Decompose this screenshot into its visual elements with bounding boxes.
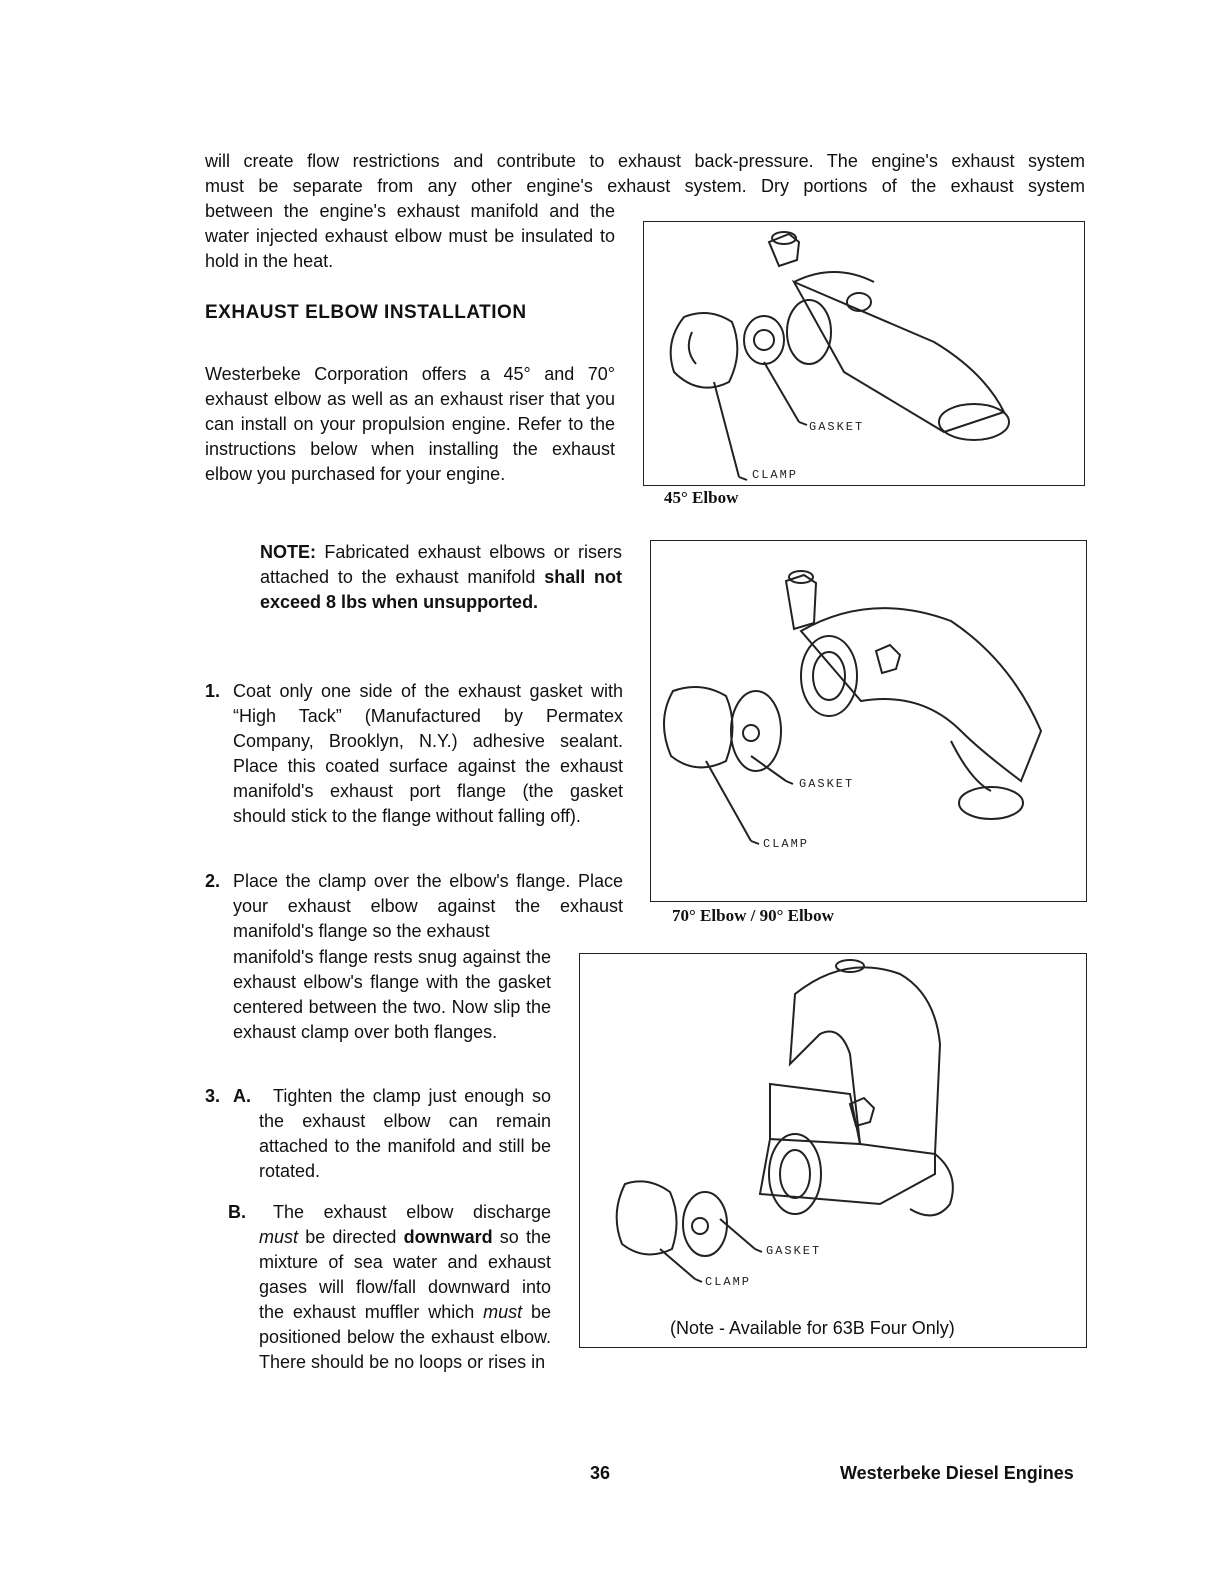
step-3b-text-2: be directed — [305, 1227, 397, 1247]
step-3b-text-4: be positioned below the exhaust elbow. There should be no loops or rises in — [259, 1302, 551, 1372]
fig1-clamp-label: CLAMP — [752, 468, 799, 482]
fig2-caption: 70° Elbow / 90° Elbow — [672, 906, 834, 925]
intro-line-1: will create flow restrictions and contribute to exhaust back-pressure. The engine's exhaust system — [205, 151, 1085, 171]
section-heading: EXHAUST ELBOW INSTALLATION — [205, 302, 527, 323]
step-3b-label: B. — [228, 1202, 246, 1222]
figure-70-90-elbow — [650, 540, 1087, 902]
fig2-clamp-label: CLAMP — [763, 837, 810, 851]
note-text: Fabricated exhaust elbows or risers attached to the exhaust manifold — [260, 542, 622, 587]
elbow-45-drawing — [644, 222, 1083, 484]
figure-exhaust-riser — [579, 953, 1087, 1348]
note-label: NOTE: — [260, 542, 316, 562]
footer-brand: Westerbeke Diesel Engines — [840, 1463, 1074, 1483]
step-3b-text-1: The exhaust elbow discharge — [273, 1202, 551, 1222]
step-1 — [205, 679, 623, 829]
riser-drawing — [580, 954, 1085, 1309]
elbow-70-drawing — [651, 541, 1085, 900]
step-2-number: 2. — [205, 871, 221, 891]
fig1-gasket-label: GASKET — [809, 420, 865, 434]
step-2-text-b: manifold's flange rests snug against the exhaust elbow's flange with the gasket centered between the two. Now slip the exhaust clamp over both flanges. — [233, 947, 551, 1042]
note-bold-text: shall not exceed 8 lbs when unsupported. — [260, 567, 622, 612]
page-number: 36 — [590, 1463, 611, 1483]
step-3a-text: Tighten the clamp just enough so the exhaust elbow can remain attached to the manifold and still be rotated. — [259, 1086, 551, 1181]
step-3b — [228, 1200, 551, 1375]
step-3b-downward: downward — [403, 1227, 493, 1247]
fig3-gasket-label: GASKET — [766, 1244, 822, 1258]
step-3a — [205, 1084, 551, 1184]
figure-45-elbow — [643, 221, 1085, 486]
step-3b-text-3: so the mixture of sea water and exhaust gases will flow/fall downward into the exhaust muffler which — [259, 1227, 551, 1322]
fig2-gasket-label: GASKET — [799, 777, 855, 791]
step-3b-must-2: must — [483, 1302, 523, 1322]
step-3b-text — [259, 1200, 551, 1375]
note-block — [260, 540, 622, 615]
section-paragraph: Westerbeke Corporation offers a 45° and 70° exhaust elbow as well as an exhaust riser that you can install on your propulsion engine. Refer to the instructions below when installing the exhaust elbow you purchased for your engine. — [205, 364, 615, 484]
step-1-number: 1. — [205, 681, 221, 701]
step-1-text: Coat only one side of the exhaust gasket with “High Tack” (Manufactured by Permatex Company, Brooklyn, N.Y.) adhesive sealant. Place this coated surface against the exhaust manifold's exhaust port flange (the gasket should stick to the flange without falling off). — [233, 681, 623, 826]
fig1-caption: 45° Elbow — [664, 488, 739, 507]
step-3a-label: A. — [233, 1086, 251, 1106]
intro-line-2: must be separate from any other engine's exhaust system. Dry portions of the exhaust system — [205, 176, 1085, 196]
step-2 — [205, 869, 623, 944]
step-3b-must-1: must — [259, 1227, 299, 1247]
fig3-clamp-label: CLAMP — [705, 1275, 752, 1289]
step-2-text-a: Place the clamp over the elbow's flange. Place your exhaust elbow against the exhaust manifold's flange so the exhaust — [233, 871, 623, 941]
intro-paragraph: between the engine's exhaust manifold and the water injected exhaust elbow must be insulated to hold in the heat. — [205, 201, 615, 271]
fig3-caption: (Note - Available for 63B Four Only) — [670, 1318, 955, 1338]
step-3-number: 3. — [205, 1086, 221, 1106]
